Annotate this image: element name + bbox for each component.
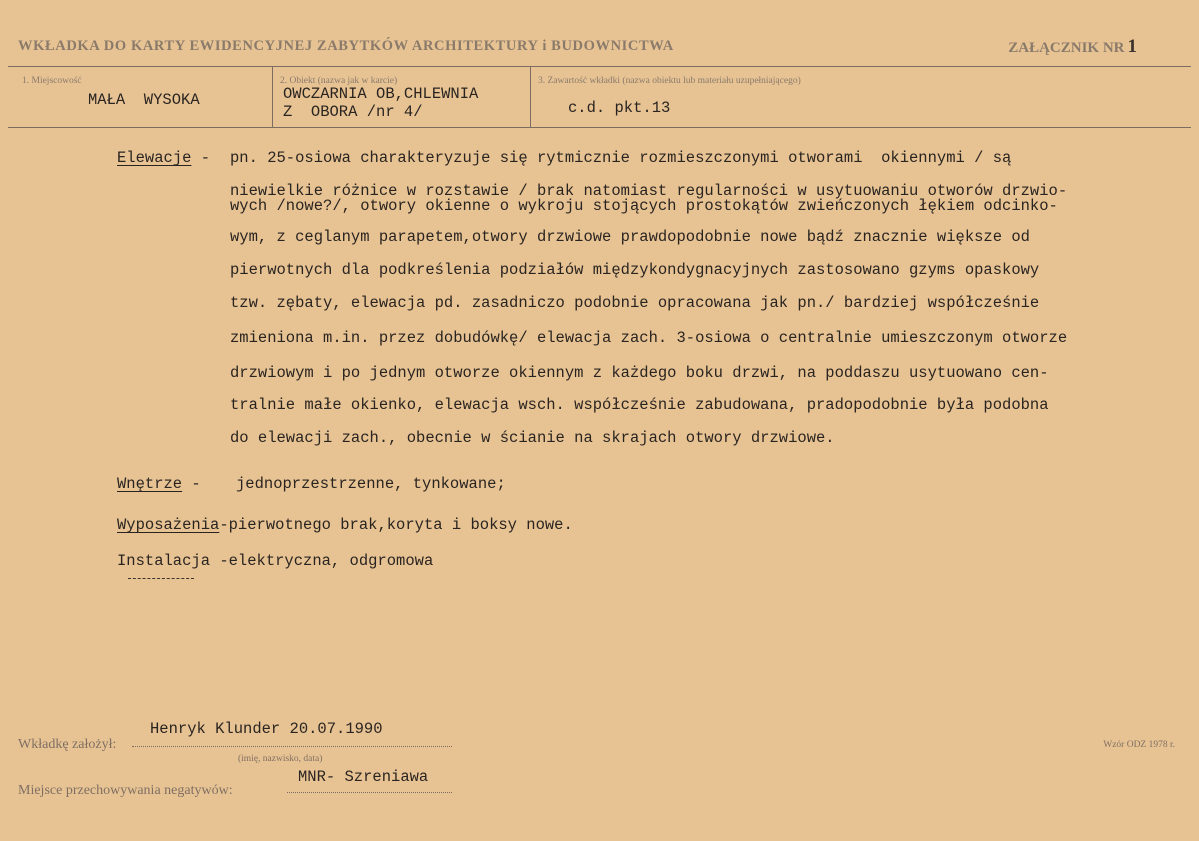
installation-text: -elektryczna, odgromowa bbox=[210, 552, 434, 570]
inserted-by-hint: (imię, nazwisko, data) bbox=[238, 754, 323, 764]
elevations-line: tralnie małe okienko, elewacja wsch. współcześnie zabudowana, pradopodobnie była podobna bbox=[230, 396, 1049, 414]
inserted-by-label: Wkładkę założył: bbox=[18, 737, 117, 752]
elevations-line: pn. 25-osiowa charakteryzuje się rytmicznie rozmieszczonymi otworami okiennymi / są bbox=[230, 149, 1012, 167]
elevations-line: wych /nowe?/, otwory okienne o wykroju stojących prostokątów zwieńczonych łękiem odcinko- bbox=[230, 197, 1058, 215]
attachment-label: ZAŁĄCZNIK NR bbox=[1008, 40, 1125, 56]
header-rule bbox=[8, 66, 1191, 67]
installation-row bbox=[117, 554, 433, 570]
inserted-by-dotted-line bbox=[132, 746, 452, 747]
negatives-label: Miejsce przechowywania negatywów: bbox=[18, 783, 233, 798]
content-label: 3. Zawartość wkładki (nazwa obiektu lub materiału uzupełniającego) bbox=[538, 76, 801, 86]
locality-value: MAŁA WYSOKA bbox=[88, 91, 200, 109]
elevations-line: drzwiowym i po jednym otworze okiennym z każdego boku drzwi, na poddaszu usytuowano cen- bbox=[230, 364, 1049, 382]
elevations-line: zmieniona m.in. przez dobudówkę/ elewacja zach. 3-osiowa o centralnie umieszczonym otworze bbox=[230, 329, 1068, 347]
equipment-row bbox=[117, 518, 573, 534]
attachment-value: 1 bbox=[1127, 36, 1137, 57]
form-code: Wzór ODZ 1978 r. bbox=[1103, 740, 1175, 750]
interior-heading bbox=[117, 477, 219, 493]
elevations-line: wym, z ceglanym parapetem,otwory drzwiowe prawdopodobnie nowe bądź znacznie większe od bbox=[230, 228, 1030, 246]
elevations-line: tzw. zębaty, elewacja pd. zasadniczo podobnie opracowana jak pn./ bardziej współcześnie bbox=[230, 294, 1040, 312]
attachment-number bbox=[1008, 36, 1137, 58]
inserted-by-value: Henryk Klunder 20.07.1990 bbox=[150, 720, 383, 738]
content-value: c.d. pkt.13 bbox=[568, 99, 671, 117]
elevations-line: niewielkie różnice w rozstawie / brak natomiast regularności w usytuowaniu otworów drzwio- bbox=[230, 182, 1068, 200]
elevations-dash: - bbox=[191, 149, 220, 167]
field-separator-2 bbox=[530, 67, 531, 127]
elevations-line: pierwotnych dla podkreślenia podziałów międzykondygnacyjnych zastosowano gzyms opaskowy bbox=[230, 261, 1040, 279]
elevations-label: Elewacje bbox=[117, 149, 192, 167]
locality-label: 1. Miejscowość bbox=[22, 76, 82, 86]
installation-dashed-underline bbox=[128, 578, 194, 579]
object-label: 2. Obiekt (nazwa jak w karcie) bbox=[280, 76, 398, 86]
installation-label: Instalacja bbox=[117, 552, 211, 570]
negatives-dotted-line bbox=[287, 792, 452, 793]
negatives-value: MNR- Szreniawa bbox=[298, 768, 429, 786]
elevations-heading bbox=[117, 151, 219, 167]
interior-text: jednoprzestrzenne, tynkowane; bbox=[236, 475, 506, 493]
equipment-text: -pierwotnego brak,koryta i boksy nowe. bbox=[219, 516, 573, 534]
interior-label: Wnętrze bbox=[117, 475, 183, 493]
object-value-line2: Z OBORA /nr 4/ bbox=[283, 103, 423, 121]
elevations-line: do elewacji zach., obecnie w ścianie na skrajach otwory drzwiowe. bbox=[230, 429, 835, 447]
form-title: WKŁADKA DO KARTY EWIDENCYJNEJ ZABYTKÓW ARCHITEKTURY i BUDOWNICTWA bbox=[18, 38, 674, 54]
fields-rule bbox=[8, 127, 1191, 128]
object-value-line1: OWCZARNIA OB,CHLEWNIA bbox=[283, 85, 479, 103]
field-separator-1 bbox=[272, 67, 273, 127]
equipment-label: Wyposażenia bbox=[117, 516, 220, 534]
interior-dash: - bbox=[182, 475, 220, 493]
